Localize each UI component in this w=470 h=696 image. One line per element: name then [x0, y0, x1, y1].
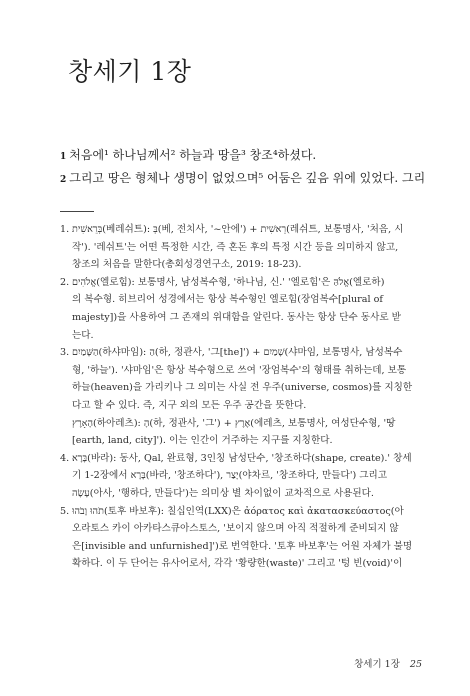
footnote-line: 작'). '레쉬트'는 어떤 특정한 시간, 즉 혼돈 후의 특정 시간 등을 의미하지 않고, [72, 241, 399, 253]
footnote-5 [60, 503, 428, 573]
footnote-line: 기 1-2장에서 בָּרָא(바라, '창조하다'), יָצַר(야차르, '창조하다, 만들다') 그리고 [72, 470, 388, 482]
verse-number: 2 [60, 175, 67, 185]
footnote-number: 4. [60, 452, 70, 464]
footnote-line: 확하다. 이 두 단어는 유사어로서, 각각 '황량한(waste)' 그리고 '텅 빈(void)'이 [72, 558, 403, 570]
footnote-line: 는다. [72, 329, 94, 341]
footnote-line: 형, '하늘'). '샤마임'은 항상 복수형으로 쓰여 '장엄복수'의 형태를 취하는데, 보통 [72, 364, 407, 376]
page-footer [354, 656, 422, 670]
footnote-line: 오라토스 카이 아카타스큐아스토스, '보이지 않으며 아직 적절하게 준비되지 않 [72, 523, 399, 535]
footnote-number: 1. [60, 224, 70, 235]
footnote-line: בָּרָא(바라): 동사, Qal, 완료형, 3인칭 남성단수, '창조하다(shape, create).' 창세 [72, 452, 412, 464]
chapter-title: 창세기 1장 [68, 57, 192, 86]
verse-2 [60, 170, 430, 188]
footnote-line: 창조의 처음을 말한다(총회성경연구소, 2019: 18-23). [72, 259, 302, 271]
footnote-number: 2. [60, 276, 70, 288]
footnote-number: 5. [60, 505, 70, 517]
footnote-1 [60, 221, 428, 274]
footnote-line: תֹהוּ וָבֹהוּ(토후 바보후): 칠십인역(LXX)은 ἀόρατος καὶ ἀκατασκεύαστος(아 [72, 505, 404, 517]
footnote-line: 다고 할 수 있다. 즉, 지구 외의 모든 우주 공간을 뜻한다. [72, 399, 307, 411]
footnote-separator [60, 211, 94, 212]
footnote-line: אֱלֹהִים(엘로힘): 보통명사, 남성복수형, '하나님, 신.' '엘로힘'은 אֱלֹהַּ(엘로하) [72, 276, 385, 288]
page-number: 25 [409, 659, 422, 670]
footnote-line: 은[invisible and unfurnished]')로 번역한다. '토후 바보후'는 어원 자체가 불명 [72, 540, 413, 552]
verse-text: 그리고 땅은 형체나 생명이 없었으며⁵ 어둠은 깊음 위에 있었다. 그리 [69, 171, 426, 185]
footnote-line: 하늘(heaven)을 가리키나 그 의미는 사실 전 우주(universe, cosmos)를 지칭한 [72, 382, 413, 394]
footnote-line: הָאָרֶץ(하아레츠): הָ(하, 정관사, '그') + אֶרֶץ(에레츠, 보통명사, 여성단수형, '땅 [72, 417, 396, 429]
footnote-3 [60, 344, 428, 450]
verse-number: 1 [60, 152, 67, 162]
verse-1 [60, 147, 430, 165]
footnote-line: 의 복수형. 히브리어 성경에서는 항상 복수형인 엘로힘(장엄복수[plural of [72, 294, 383, 306]
footnote-number: 3. [60, 347, 70, 359]
footnote-line: בְּרֵאשִׁית(베레쉬트): בְּ(베, 전치사, '~안에') + רֵאשִׁית(레쉬트, 보통명사, '처음, 시 [72, 224, 404, 235]
footnote-2 [60, 274, 428, 344]
footnote-line: הַשָּׁמַיִם(하샤마임): הַ(하, 정관사, '그[the]') + שָׁמַיִם(샤마임, 보통명사, 남성복수 [72, 347, 403, 359]
footnote-line: majesty])을 사용하여 그 존재의 위대함을 알린다. 동사는 항상 단수 동사로 받 [72, 311, 401, 323]
running-head: 창세기 1장 [354, 659, 400, 670]
footnote-line: עָשָׂה(아사, '행하다, 만들다')는 의미상 별 차이없이 교차적으로 사용된다. [72, 487, 374, 499]
footnote-4 [60, 450, 428, 503]
verse-text: 처음에¹ 하나님께서² 하늘과 땅을³ 창조⁴하셨다. [69, 148, 317, 162]
footnotes [60, 221, 428, 573]
footnote-line: [earth, land, city]'). 이는 인간이 거주하는 지구를 지칭한다. [72, 435, 333, 447]
